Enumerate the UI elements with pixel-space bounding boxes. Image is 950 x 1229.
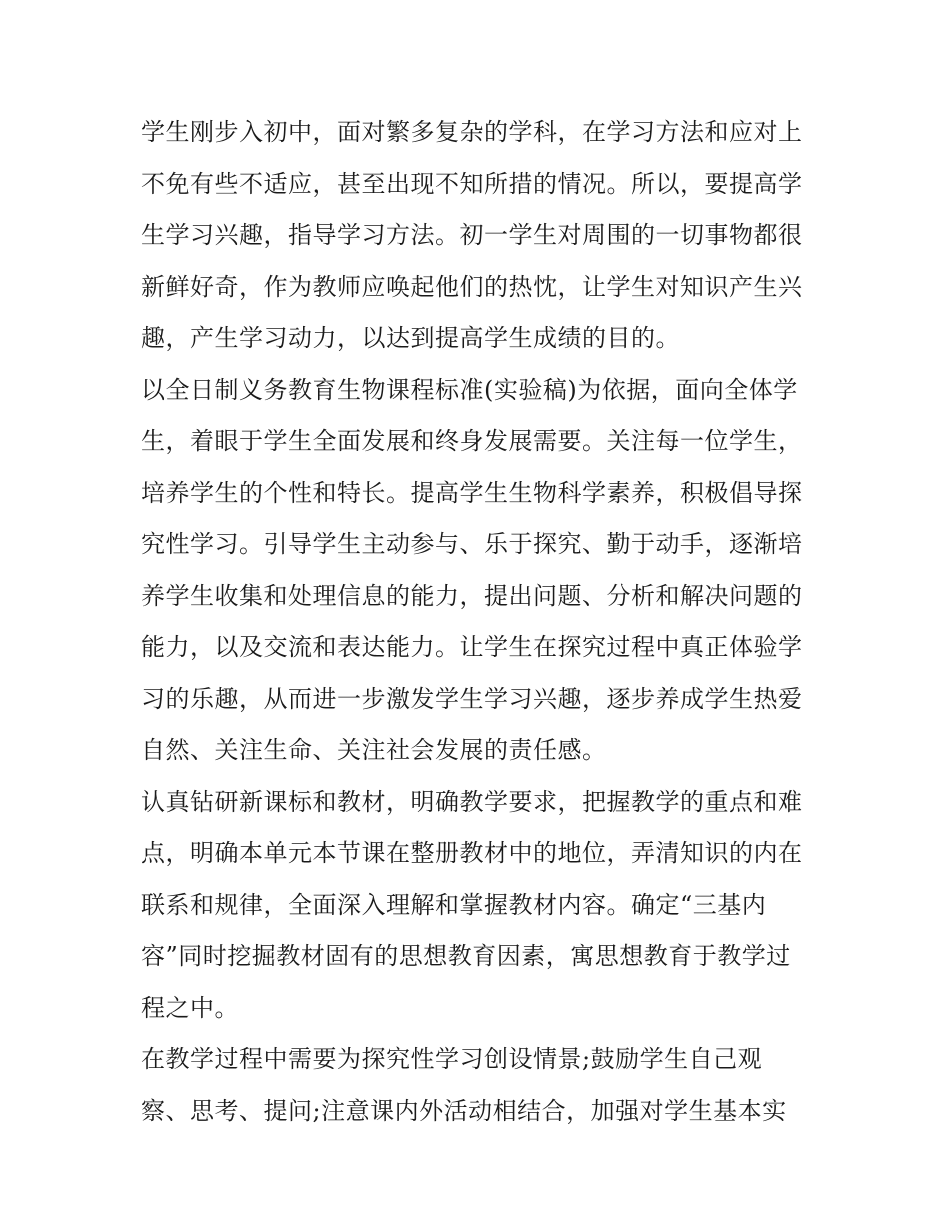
text-line: 生，着眼于学生全面发展和终身发展需要。关注每一位学生，: [141, 427, 803, 455]
document-body: [141, 107, 821, 1137]
text-line: 趣，产生学习动力，以达到提高学生成绩的目的。: [141, 324, 680, 352]
text-line: 究性学习。引导学生主动参与、乐于探究、勤于动手，逐渐培: [141, 530, 803, 558]
text-line: 以全日制义务教育生物课程标准(实验稿)为依据，面向全体学: [141, 375, 798, 404]
text-line: 新鲜好奇，作为教师应唤起他们的热忱，让学生对知识产生兴: [141, 272, 803, 301]
text-line: 容”同时挖掘教材固有的思想教育因素，寓思想教育于教学过: [141, 942, 791, 970]
text-line: 自然、关注生命、关注社会发展的责任感。: [141, 736, 607, 764]
text-line: 察、思考、提问;注意课内外活动相结合，加强对学生基本实: [141, 1096, 787, 1125]
text-line: 在教学过程中需要为探究性学习创设情景;鼓励学生自己观: [141, 1045, 763, 1073]
text-line: 程之中。: [141, 993, 239, 1022]
text-line: 不免有些不适应，甚至出现不知所措的情况。所以，要提高学: [141, 169, 803, 198]
text-line: 培养学生的个性和特长。提高学生生物科学素养，积极倡导探: [141, 478, 803, 507]
text-line: 学生刚步入初中，面对繁多复杂的学科，在学习方法和应对上: [141, 118, 803, 146]
text-line: 习的乐趣，从而进一步激发学生学习兴趣，逐步养成学生热爱: [141, 684, 803, 713]
text-line: 生学习兴趣，指导学习方法。初一学生对周围的一切事物都很: [141, 221, 803, 249]
text-line: 认真钻研新课标和教材，明确教学要求，把握教学的重点和难: [141, 787, 803, 816]
text-line: 能力，以及交流和表达能力。让学生在探究过程中真正体验学: [141, 633, 803, 661]
text-line: 联系和规律，全面深入理解和掌握教材内容。确定“三基内: [141, 890, 767, 919]
text-line: 养学生收集和处理信息的能力，提出问题、分析和解决问题的: [141, 581, 803, 610]
text-line: 点，明确本单元本节课在整册教材中的地位，弄清知识的内在: [141, 839, 803, 867]
